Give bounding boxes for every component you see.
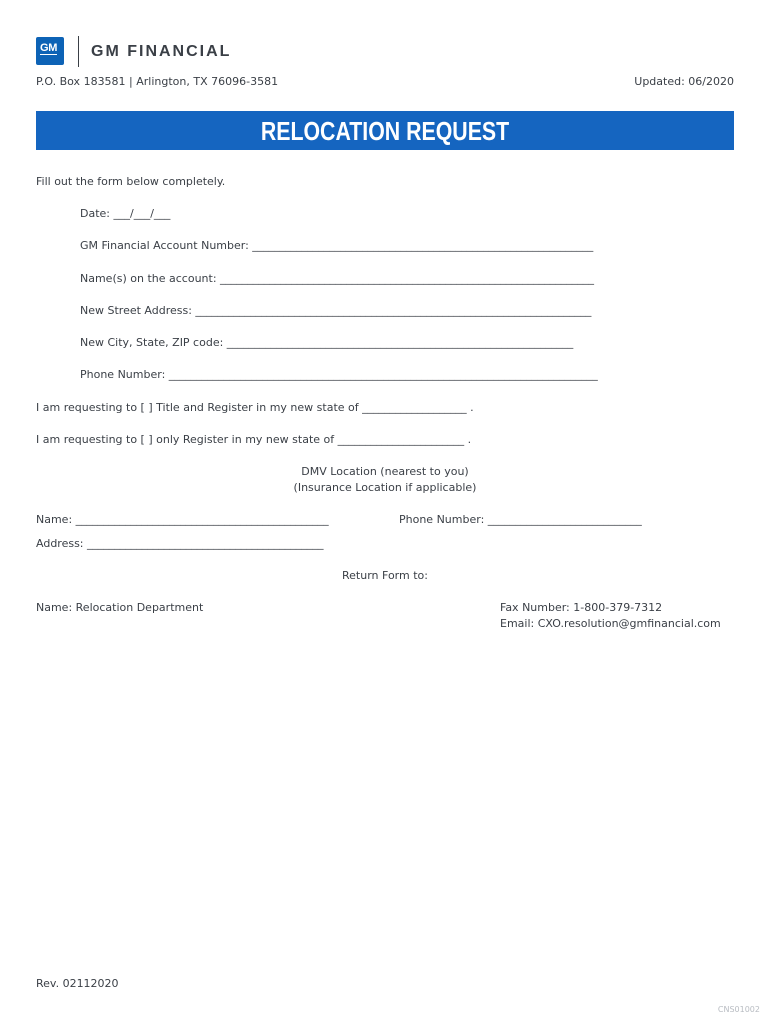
return-email[interactable]: Email: CXO.resolution@gmfinancial.com xyxy=(500,617,721,630)
company-address: P.O. Box 183581 | Arlington, TX 76096-3581 xyxy=(36,75,279,88)
title-register-request[interactable]: I am requesting to [ ] Title and Register in my new state of ___________________ . xyxy=(36,401,474,414)
date-field[interactable]: Date: ___/___/___ xyxy=(80,207,171,220)
title-banner xyxy=(36,111,734,150)
revision-number: Rev. 02112020 xyxy=(36,977,119,990)
city-state-zip-field[interactable]: New City, State, ZIP code: _______________________________________________________________ xyxy=(80,336,574,349)
return-fax: Fax Number: 1-800-379-7312 xyxy=(500,601,663,614)
register-only-request[interactable]: I am requesting to [ ] only Register in my new state of _______________________ . xyxy=(36,433,472,446)
return-name: Name: Relocation Department xyxy=(36,601,204,614)
document-code: CNS01002 xyxy=(717,1005,760,1014)
return-heading: Return Form to: xyxy=(342,569,428,582)
dmv-heading: DMV Location (nearest to you) xyxy=(301,465,469,478)
account-names-field[interactable]: Name(s) on the account: ____________________________________________________________________ xyxy=(80,272,595,285)
account-number-field[interactable]: GM Financial Account Number: ______________________________________________________________ xyxy=(80,239,594,252)
street-address-field[interactable]: New Street Address: ________________________________________________________________________ xyxy=(80,304,592,317)
gm-logo-text: GM xyxy=(40,42,58,54)
dmv-address-field[interactable]: Address: ___________________________________________ xyxy=(36,537,324,550)
phone-number-field[interactable]: Phone Number: ______________________________________________________________________________ xyxy=(80,368,598,381)
updated-date: Updated: 06/2020 xyxy=(634,75,734,88)
dmv-phone-field[interactable]: Phone Number: ____________________________ xyxy=(399,513,642,526)
intro-text: Fill out the form below completely. xyxy=(36,175,226,188)
brand-name: GM FINANCIAL xyxy=(91,43,232,60)
dmv-name-field[interactable]: Name: ______________________________________________ xyxy=(36,513,329,526)
gm-logo xyxy=(36,37,64,65)
logo-divider xyxy=(78,36,79,67)
dmv-subheading: (Insurance Location if applicable) xyxy=(293,481,477,494)
page-title: RELOCATION REQUEST xyxy=(260,116,510,146)
